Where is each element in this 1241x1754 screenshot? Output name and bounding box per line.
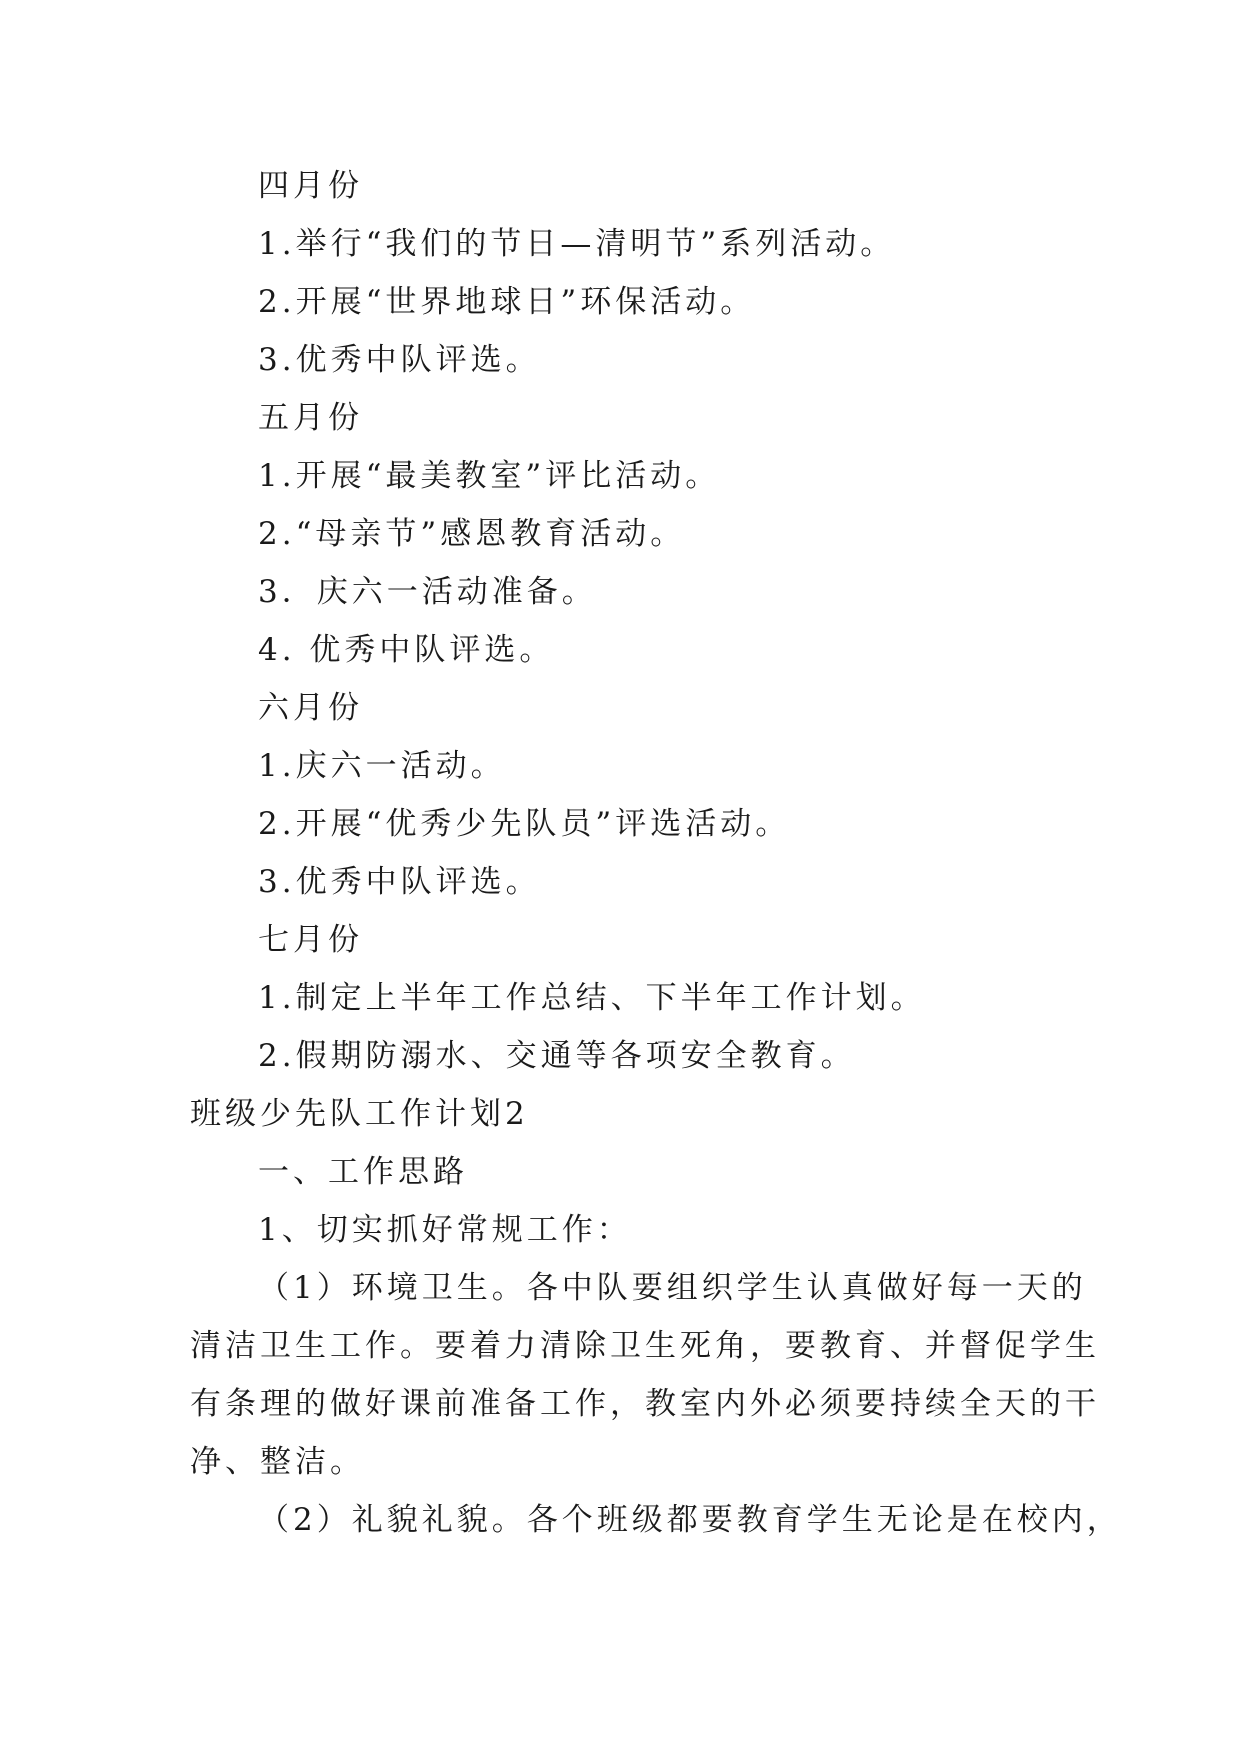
paragraph-1-line-3: 有条理的做好课前准备工作，教室内外必须要持续全天的干 [190,1386,1100,1422]
paragraph-1-line-1: （1）环境卫生。各中队要组织学生认真做好每一天的 [258,1270,1087,1306]
may-item-4: 4. 优秀中队评选。 [258,632,555,668]
june-item-1: 1.庆六一活动。 [258,748,506,784]
subheading-work-ideas: 一、工作思路 [258,1154,468,1190]
paragraph-1-line-2: 清洁卫生工作。要着力清除卫生死角，要教育、并督促学生 [190,1328,1100,1364]
july-item-1: 1.制定上半年工作总结、下半年工作计划。 [258,980,926,1016]
april-item-1: 1.举行“我们的节日—清明节”系列活动。 [258,226,896,262]
heading-june: 六月份 [258,690,363,726]
section-title: 班级少先队工作计划2 [190,1096,529,1132]
april-item-2: 2.开展“世界地球日”环保活动。 [258,284,756,320]
paragraph-2-line-1: （2）礼貌礼貌。各个班级都要教育学生无论是在校内， [258,1502,1122,1538]
point-1: 1、切实抓好常规工作： [258,1212,632,1248]
may-item-3: 3．庆六一活动准备。 [258,574,597,610]
april-item-3: 3.优秀中队评选。 [258,342,541,378]
heading-april: 四月份 [258,168,363,204]
june-item-2: 2.开展“优秀少先队员”评选活动。 [258,806,791,842]
july-item-2: 2.假期防溺水、交通等各项安全教育。 [258,1038,856,1074]
heading-july: 七月份 [258,922,363,958]
heading-may: 五月份 [258,400,363,436]
may-item-2: 2.“母亲节”感恩教育活动。 [258,516,686,552]
paragraph-1-line-4: 净、整洁。 [190,1444,365,1480]
may-item-1: 1.开展“最美教室”评比活动。 [258,458,721,494]
june-item-3: 3.优秀中队评选。 [258,864,541,900]
